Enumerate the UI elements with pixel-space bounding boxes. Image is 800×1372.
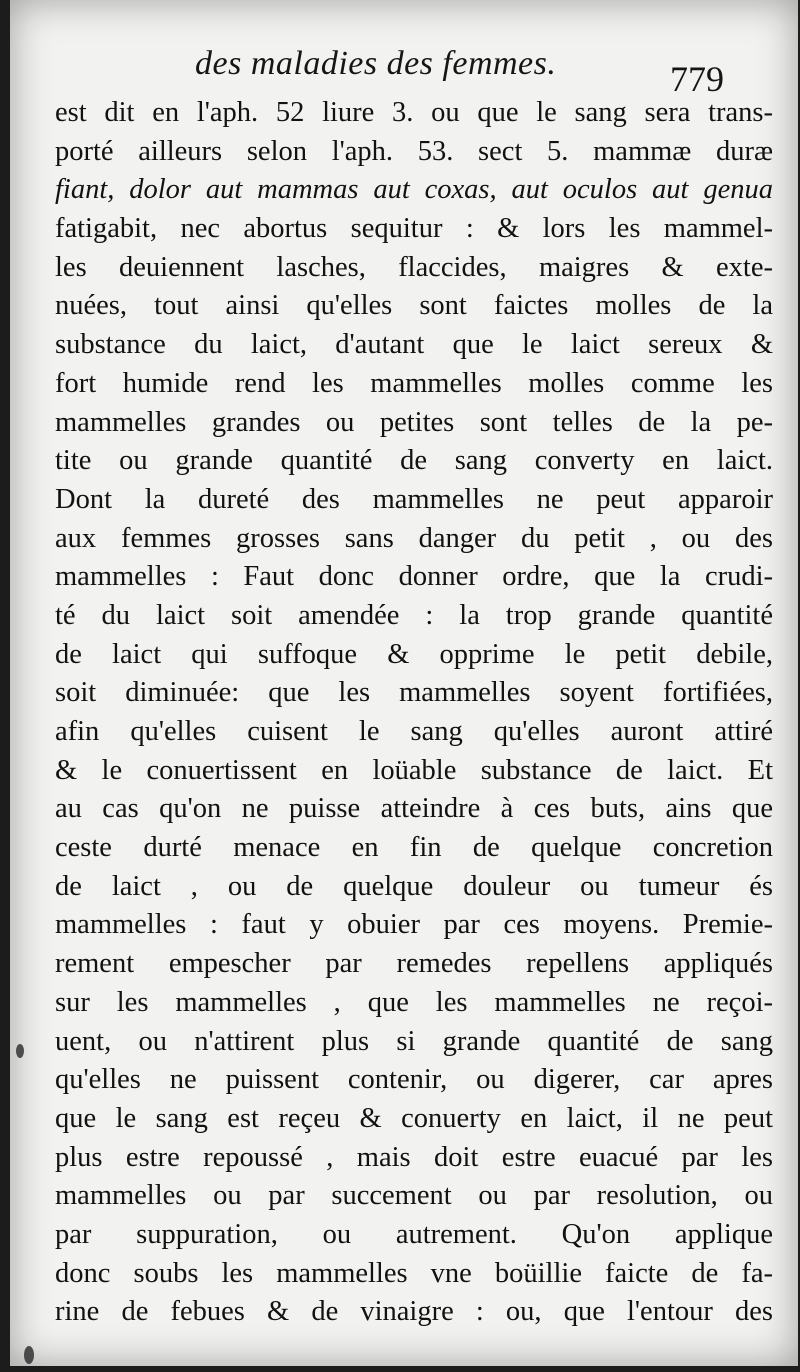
text-line: de laict qui suffoque & opprime le petit debile, [55,638,773,670]
text-line: rine de febues & de vinaigre : ou, que l'entour des [55,1296,773,1328]
text-line: té du laict soit amendée : la trop grande quantité [55,599,773,631]
text-line: substance du laict, d'autant que le laict sereux & [55,329,773,361]
text-line: nuées, tout ainsi qu'elles sont faictes molles de la [55,290,773,322]
text-line: & le conuertissent en loüable substance de laict. Et [55,754,773,786]
text-line: mammelles : faut y obuier par ces moyens. Premie- [55,909,773,941]
text-line: soit diminuée: que les mammelles soyent fortifiées, [55,677,773,709]
page-header [10,40,798,100]
text-line: tite ou grande quantité de sang converty en laict. [55,445,773,477]
text-line: sur les mammelles , que les mammelles ne reçoi- [55,986,773,1018]
text-line: mammelles : Faut donc donner ordre, que la crudi- [55,561,773,593]
text-line: par suppuration, ou autrement. Qu'on applique [55,1218,773,1250]
text-line: aux femmes grosses sans danger du petit , ou des [55,522,773,554]
text-line: les deuiennent lasches, flaccides, maigres & exte- [55,251,773,283]
text-line: mammelles ou par succement ou par resolution, ou [55,1180,773,1212]
text-line: fort humide rend les mammelles molles comme les [55,367,773,399]
text-line: mammelles grandes ou petites sont telles de la pe- [55,406,773,438]
text-line: plus estre repoussé , mais doit estre euacué par les [55,1141,773,1173]
text-line: est dit en l'aph. 52 liure 3. ou que le sang sera trans- [55,97,773,128]
running-title: des maladies des femmes. [195,45,557,82]
text-line: porté ailleurs selon l'aph. 53. sect 5. mammæ duræ [55,135,773,167]
text-line: donc soubs les mammelles vne boüillie faicte de fa- [55,1257,773,1289]
ink-smudge [24,1346,34,1364]
text-line: afin qu'elles cuisent le sang qu'elles auront attiré [55,716,773,747]
text-line: qu'elles ne puissent contenir, ou digerer, car apres [55,1064,773,1096]
text-line: rement empescher par remedes repellens appliqués [55,948,773,980]
text-line: de laict , ou de quelque douleur ou tumeur és [55,870,773,902]
text-line: Dont la dureté des mammelles ne peut apparoir [55,483,773,515]
text-line: au cas qu'on ne puisse atteindre à ces buts, ains que [55,793,773,825]
ink-smudge [16,1044,24,1058]
text-line: fiant, dolor aut mammas aut coxas, aut oculos aut genua [55,174,773,206]
book-page [10,0,798,1366]
text-line: uent, ou n'attirent plus si grande quantité de sang [55,1025,773,1057]
page-number: 779 [670,59,724,99]
text-line: que le sang est reçeu & conuerty en laict, il ne peut [55,1102,773,1134]
body-text [55,94,773,1332]
text-line: fatigabit, nec abortus sequitur : & lors les mammel- [55,213,773,245]
text-line: ceste durté menace en fin de quelque concretion [55,832,773,864]
